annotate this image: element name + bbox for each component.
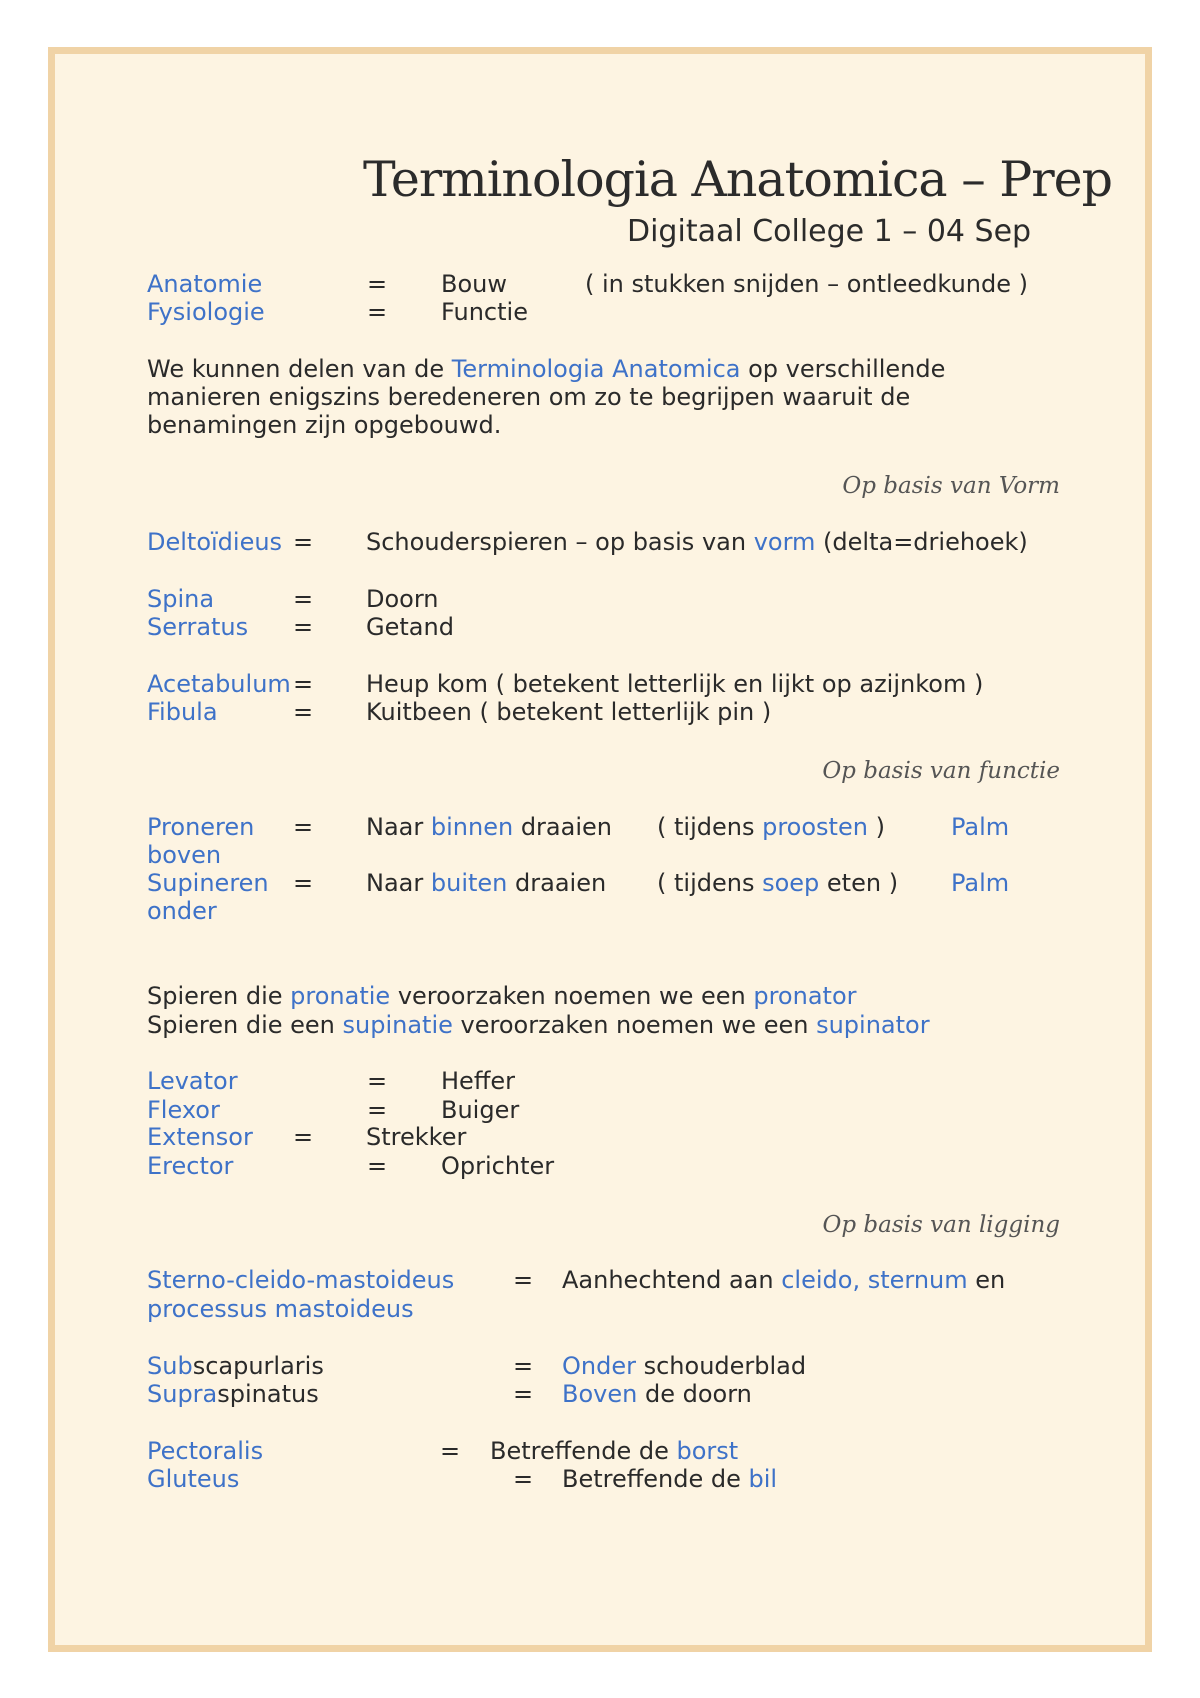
equals-sign: = [293,813,314,841]
def-sterno [562,1266,1005,1294]
term-serratus: Serratus [147,613,249,641]
term-supineren: Supineren [147,869,269,897]
equals-sign: = [293,670,314,698]
highlight: Onder [562,1352,636,1380]
def-erector: Oprichter [441,1152,555,1180]
equals-sign: = [367,1152,388,1180]
term-fysiologie: Fysiologie [147,298,265,326]
def-gluteus [562,1465,777,1493]
highlight: Terminologia Anatomica [451,355,741,383]
term-levator: Levator [147,1067,238,1095]
def-fysiologie: Functie [441,298,528,326]
intro-paragraph-line-1 [147,355,945,383]
text: Naar [366,869,431,897]
text: ( tijdens [657,813,763,841]
text: de doorn [637,1380,752,1408]
term-proneren: Proneren [147,813,255,841]
highlight: bil [748,1465,778,1493]
palm-label: Palm [951,813,1010,841]
section-heading-ligging: Op basis van ligging [822,1212,1060,1238]
text: veroorzaken noemen we een [390,982,754,1010]
page-title: Terminologia Anatomica – Prep [363,151,1113,208]
def-acetabulum: Heup kom ( betekent letterlijk en lijkt op azijnkom ) [366,670,984,698]
highlight: buiten [430,869,508,897]
text: draaien [507,869,607,897]
equals-sign: = [293,869,314,897]
equals-sign: = [367,1096,388,1124]
def-flexor: Buiger [441,1096,520,1124]
term-processus-mastoideus: processus mastoideus [147,1295,414,1323]
text: veroorzaken noemen we een [452,1011,817,1039]
note-anatomie: ( in stukken snijden – ontleedkunde ) [585,270,1029,298]
section-heading-functie: Op basis van functie [822,758,1060,784]
text: Naar [366,813,431,841]
highlight: Boven [562,1380,638,1408]
term-supraspinatus [147,1380,319,1408]
text: (delta=driehoek) [815,528,1028,556]
text: spinatus [217,1380,319,1408]
def-pectoralis [490,1437,738,1465]
highlight: proosten [762,813,868,841]
term-acetabulum: Acetabulum [147,670,291,698]
text: Schouderspieren – op basis van [366,528,754,556]
def-deltoideus [366,528,1028,556]
text: ( tijdens [657,869,763,897]
equals-sign: = [513,1380,534,1408]
section-heading-vorm: Op basis van Vorm [842,473,1060,499]
def-subscapularis [562,1352,806,1380]
text: draaien [513,813,612,841]
term-spina: Spina [147,585,215,613]
highlight: borst [676,1437,739,1465]
text: eten ) [819,869,899,897]
intro-paragraph-line-3: benamingen zijn opgebouwd. [147,411,502,439]
equals-sign: = [513,1465,534,1493]
def-fibula: Kuitbeen ( betekent letterlijk pin ) [366,698,772,726]
highlight: soep [762,869,820,897]
highlight: supinatie [342,1011,453,1039]
term-flexor: Flexor [147,1096,220,1124]
def-serratus: Getand [366,613,454,641]
text: ) [867,813,885,841]
equals-sign: = [513,1352,534,1380]
term-fibula: Fibula [147,698,218,726]
term-deltoideus: Deltoïdieus [147,528,283,556]
note-supineren [657,869,898,897]
term-subscapularis [147,1352,324,1380]
equals-sign: = [440,1437,461,1465]
def-proneren [366,813,612,841]
spieren-supinatie-line [147,1011,930,1039]
highlight: binnen [430,813,514,841]
equals-sign: = [293,613,314,641]
prefix: Supra [147,1380,218,1408]
text: Betreffende de [562,1465,749,1493]
palm-direction-boven: boven [147,841,222,869]
equals-sign: = [513,1266,534,1294]
def-anatomie: Bouw [441,270,507,298]
equals-sign: = [293,528,314,556]
text: Betreffende de [490,1437,677,1465]
highlight: cleido, sternum [781,1266,968,1294]
palm-direction-onder: onder [147,897,217,925]
def-supineren [366,869,606,897]
text: Spieren die [147,982,291,1010]
text: en [967,1266,1006,1294]
text: schouderblad [635,1352,807,1380]
term-pectoralis: Pectoralis [147,1437,264,1465]
equals-sign: = [293,585,314,613]
intro-paragraph-line-2: manieren enigszins beredeneren om zo te begrijpen waaruit de [147,383,911,411]
term-anatomie: Anatomie [147,270,263,298]
text: Aanhechtend aan [562,1266,782,1294]
spieren-pronatie-line [147,982,857,1010]
highlight: pronatie [290,982,391,1010]
def-extensor: Strekker [366,1123,467,1151]
palm-label: Palm [951,869,1010,897]
highlight: pronator [753,982,857,1010]
equals-sign: = [367,1067,388,1095]
note-proneren [657,813,885,841]
prefix: Sub [147,1352,193,1380]
equals-sign: = [293,698,314,726]
equals-sign: = [367,270,388,298]
def-supraspinatus [562,1380,752,1408]
highlight: supinator [816,1011,930,1039]
equals-sign: = [293,1123,314,1151]
text: op verschillende [740,355,946,383]
page-subtitle: Digitaal College 1 – 04 Sep [627,214,1032,249]
term-extensor: Extensor [147,1123,253,1151]
term-gluteus: Gluteus [147,1465,240,1493]
text: scapurlaris [192,1352,324,1380]
def-levator: Heffer [441,1067,515,1095]
text: Spieren die een [147,1011,343,1039]
term-sterno-cleido-mastoideus: Sterno-cleido-mastoideus [147,1266,455,1294]
highlight: vorm [753,528,816,556]
text: We kunnen delen van de [147,355,452,383]
term-erector: Erector [147,1152,234,1180]
equals-sign: = [367,298,388,326]
def-spina: Doorn [366,585,439,613]
